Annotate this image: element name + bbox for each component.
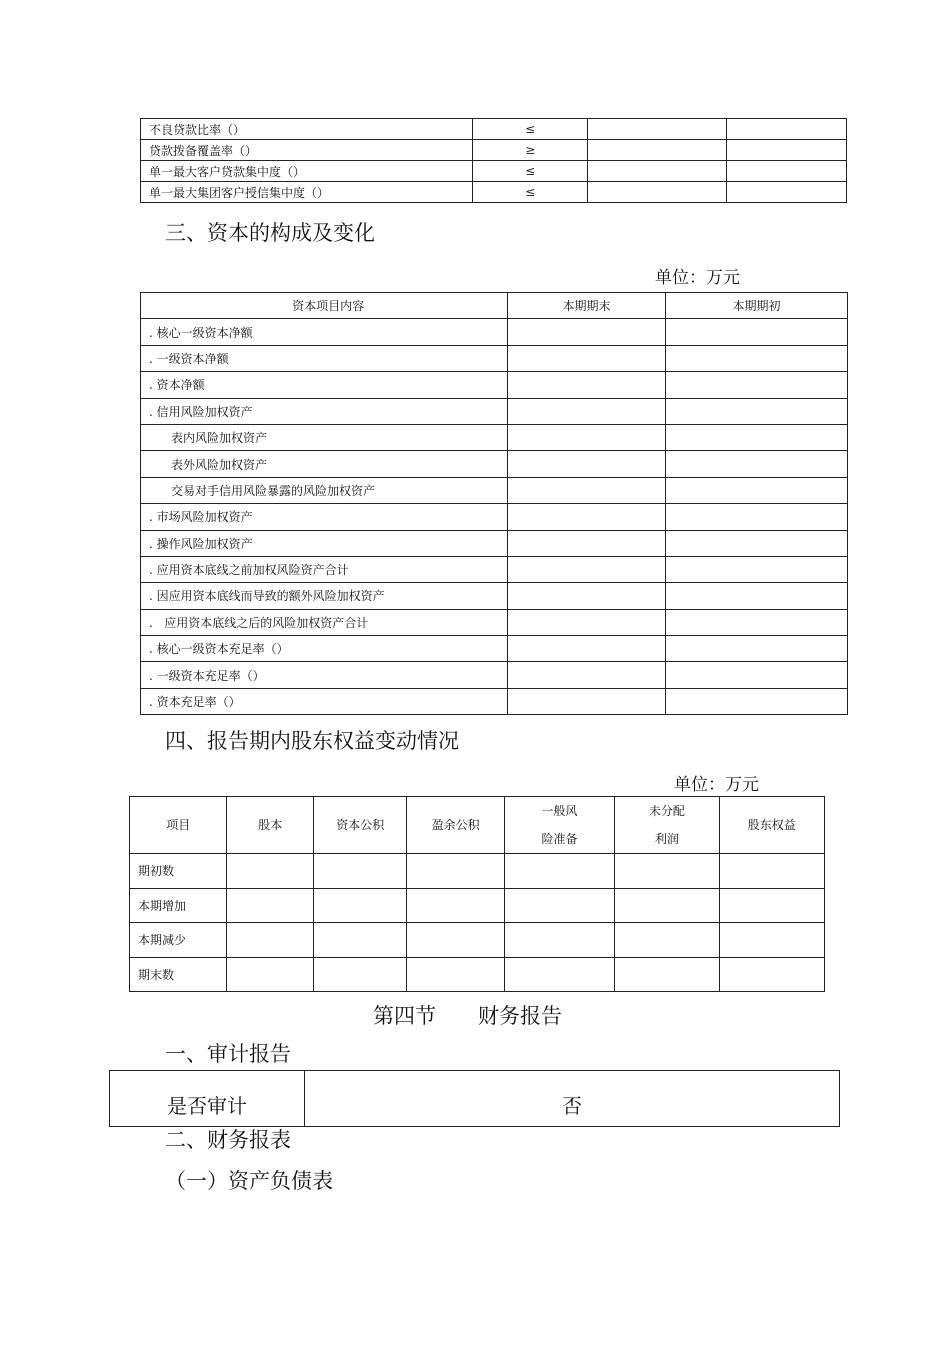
table-row <box>141 556 848 582</box>
value-cell <box>227 854 314 889</box>
table-row <box>141 319 848 345</box>
column-header: 股本 <box>227 797 314 854</box>
section-title: 第四节 财务报告 <box>373 1004 562 1028</box>
column-header: 项目 <box>130 797 227 854</box>
table-header-row <box>141 293 848 319</box>
table-row <box>141 477 848 503</box>
value-cell <box>665 345 847 371</box>
value-cell <box>508 424 666 450</box>
column-header: 本期期初 <box>665 293 847 319</box>
value-cell <box>665 530 847 556</box>
value-cell <box>508 556 666 582</box>
column-header: 股东权益 <box>719 797 824 854</box>
row-label: . 操作风险加权资产 <box>141 530 508 556</box>
row-label: 交易对手信用风险暴露的风险加权资产 <box>141 477 508 503</box>
value-cell <box>665 688 847 714</box>
row-label: . 市场风险加权资产 <box>141 504 508 530</box>
value-cell <box>588 182 726 203</box>
value-cell <box>508 451 666 477</box>
row-label: . 核心一级资本充足率（） <box>141 636 508 662</box>
value-cell <box>407 888 504 923</box>
value-cell <box>726 140 846 161</box>
table-row <box>130 957 825 992</box>
value-cell <box>665 583 847 609</box>
section3-title: 三、资本的构成及变化 <box>165 221 375 245</box>
value-cell <box>313 957 406 992</box>
value-cell <box>665 609 847 635</box>
value-cell <box>508 583 666 609</box>
row-label: 贷款拨备覆盖率（） <box>141 140 473 161</box>
value-cell <box>615 888 719 923</box>
table-row <box>141 161 847 182</box>
value-cell <box>665 372 847 398</box>
table-row <box>141 451 848 477</box>
value-cell <box>719 888 824 923</box>
value-cell <box>508 504 666 530</box>
row-label: . 资本充足率（） <box>141 688 508 714</box>
table-row <box>130 923 825 958</box>
comparison-symbol: ≤ <box>472 182 588 203</box>
value-cell <box>504 888 614 923</box>
value-cell <box>313 923 406 958</box>
row-label: . 应用资本底线之前加权风险资产合计 <box>141 556 508 582</box>
value-cell <box>615 957 719 992</box>
row-label: . 信用风险加权资产 <box>141 398 508 424</box>
value-cell <box>313 888 406 923</box>
row-label: 期末数 <box>130 957 227 992</box>
row-label: . 一级资本充足率（） <box>141 662 508 688</box>
row-label: 表内风险加权资产 <box>141 424 508 450</box>
column-header: 未分配 利润 <box>615 797 719 854</box>
balance-sheet-title: （一）资产负债表 <box>165 1169 333 1193</box>
value-cell <box>508 372 666 398</box>
row-label: 单一最大集团客户授信集中度（） <box>141 182 473 203</box>
value-cell <box>665 319 847 345</box>
audit-value: 否 <box>305 1071 840 1127</box>
column-header: 本期期末 <box>508 293 666 319</box>
column-header: 盈余公积 <box>407 797 504 854</box>
value-cell <box>726 119 846 140</box>
column-header: 资本项目内容 <box>141 293 508 319</box>
row-label: . 一级资本净额 <box>141 345 508 371</box>
value-cell <box>665 556 847 582</box>
table-row <box>141 504 848 530</box>
value-cell <box>719 923 824 958</box>
table-row <box>130 888 825 923</box>
table-row <box>141 636 848 662</box>
row-label: . 核心一级资本净额 <box>141 319 508 345</box>
value-cell <box>726 161 846 182</box>
value-cell <box>665 398 847 424</box>
audit-table <box>109 1070 840 1127</box>
value-cell <box>665 636 847 662</box>
value-cell <box>615 923 719 958</box>
table-row <box>141 119 847 140</box>
value-cell <box>227 888 314 923</box>
section4-title: 四、报告期内股东权益变动情况 <box>165 729 459 753</box>
table-row <box>141 182 847 203</box>
value-cell <box>508 319 666 345</box>
section4-unit: 单位：万元 <box>674 775 759 795</box>
value-cell <box>665 504 847 530</box>
value-cell <box>665 477 847 503</box>
value-cell <box>665 451 847 477</box>
comparison-symbol: ≤ <box>472 161 588 182</box>
table-row <box>141 662 848 688</box>
table-row <box>141 609 848 635</box>
value-cell <box>508 530 666 556</box>
value-cell <box>227 923 314 958</box>
row-label: 本期减少 <box>130 923 227 958</box>
row-label: 单一最大客户贷款集中度（） <box>141 161 473 182</box>
table-row <box>141 530 848 556</box>
value-cell <box>508 609 666 635</box>
value-cell <box>508 662 666 688</box>
audit-label: 是否审计 <box>110 1071 305 1127</box>
column-header: 资本公积 <box>313 797 406 854</box>
value-cell <box>726 182 846 203</box>
table-row <box>141 140 847 161</box>
table-header-row <box>130 797 825 854</box>
value-cell <box>719 957 824 992</box>
value-cell <box>508 688 666 714</box>
value-cell <box>313 854 406 889</box>
value-cell <box>665 424 847 450</box>
equity-table <box>129 796 825 992</box>
row-label: . 资本净额 <box>141 372 508 398</box>
value-cell <box>615 854 719 889</box>
table-row <box>141 583 848 609</box>
row-label: . 应用资本底线之后的风险加权资产合计 <box>141 609 508 635</box>
audit-title: 一、审计报告 <box>165 1042 291 1066</box>
value-cell <box>508 636 666 662</box>
value-cell <box>588 140 726 161</box>
value-cell <box>504 854 614 889</box>
table-row <box>110 1071 840 1127</box>
value-cell <box>407 957 504 992</box>
section3-unit: 单位：万元 <box>655 268 740 288</box>
value-cell <box>227 957 314 992</box>
value-cell <box>504 923 614 958</box>
table-row <box>141 398 848 424</box>
value-cell <box>719 854 824 889</box>
comparison-symbol: ≥ <box>472 140 588 161</box>
row-label: . 因应用资本底线而导致的额外风险加权资产 <box>141 583 508 609</box>
value-cell <box>508 398 666 424</box>
value-cell <box>508 345 666 371</box>
table-row <box>141 424 848 450</box>
table-row <box>141 345 848 371</box>
comparison-symbol: ≤ <box>472 119 588 140</box>
table-row <box>141 688 848 714</box>
column-header: 一般风 险准备 <box>504 797 614 854</box>
value-cell <box>504 957 614 992</box>
capital-table <box>140 292 848 715</box>
value-cell <box>588 119 726 140</box>
value-cell <box>407 923 504 958</box>
table-row <box>130 854 825 889</box>
value-cell <box>508 477 666 503</box>
table-row <box>141 372 848 398</box>
value-cell <box>407 854 504 889</box>
ratio-table <box>140 118 847 203</box>
value-cell <box>588 161 726 182</box>
row-label: 本期增加 <box>130 888 227 923</box>
row-label: 不良贷款比率（） <box>141 119 473 140</box>
row-label: 表外风险加权资产 <box>141 451 508 477</box>
statements-title: 二、财务报表 <box>165 1128 291 1152</box>
row-label: 期初数 <box>130 854 227 889</box>
value-cell <box>665 662 847 688</box>
